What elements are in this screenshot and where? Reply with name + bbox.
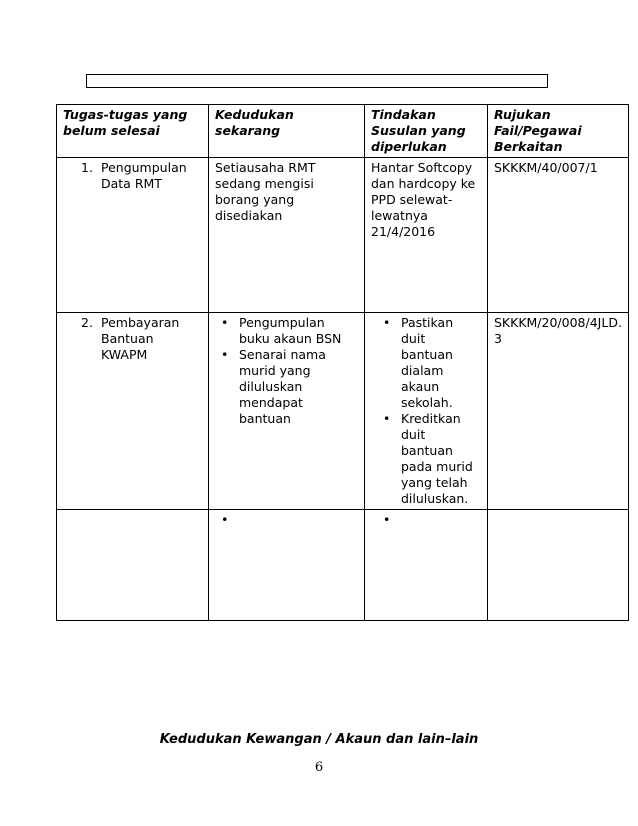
header-box	[86, 74, 548, 88]
action-bullet: • Pastikan duit bantuan dialam akaun sekolah.	[401, 315, 481, 411]
action-cell	[365, 313, 488, 510]
table-header-row	[57, 105, 629, 158]
status-table	[56, 104, 629, 621]
header-action: Tindakan Susulan yang diperlukan	[365, 105, 488, 158]
table-row	[57, 158, 629, 313]
status-bullet: • Pengumpulan buku akaun BSN	[239, 315, 358, 347]
task-cell	[57, 510, 209, 621]
header-status: Kedudukan sekarang	[209, 105, 365, 158]
reference-cell: SKKKM/40/007/1	[488, 158, 629, 313]
task-cell	[57, 313, 209, 510]
table-row	[57, 313, 629, 510]
status-cell	[209, 510, 365, 621]
action-cell	[365, 510, 488, 621]
reference-cell: SKKKM/20/008/4JLD. 3	[488, 313, 629, 510]
section-caption: Kedudukan Kewangan / Akaun dan lain–lain	[159, 732, 479, 747]
task-text: Pengumpulan Data RMT	[101, 160, 187, 191]
header-reference: Rujukan Fail/Pegawai Berkaitan	[488, 105, 629, 158]
status-bullet: • Senarai nama murid yang diluluskan mendapat bantuan	[239, 347, 358, 427]
action-cell: Hantar Softcopy dan hardcopy ke PPD selewat-lewatnya 21/4/2016	[365, 158, 488, 313]
header-tasks: Tugas-tugas yang belum selesai	[57, 105, 209, 158]
row-number: 2.	[81, 315, 93, 330]
action-bullet: • Kreditkan duit bantuan pada murid yang telah diluluskan.	[401, 411, 481, 507]
row-number: 1.	[81, 160, 93, 175]
empty-bullet	[401, 512, 481, 528]
task-text: Pembayaran Bantuan KWAPM	[101, 315, 180, 362]
task-cell	[57, 158, 209, 313]
status-cell	[209, 313, 365, 510]
status-cell: Setiausaha RMT sedang mengisi borang yang disediakan	[209, 158, 365, 313]
reference-cell	[488, 510, 629, 621]
page-number: 6	[314, 760, 324, 775]
empty-bullet	[239, 512, 358, 528]
table-row	[57, 510, 629, 621]
